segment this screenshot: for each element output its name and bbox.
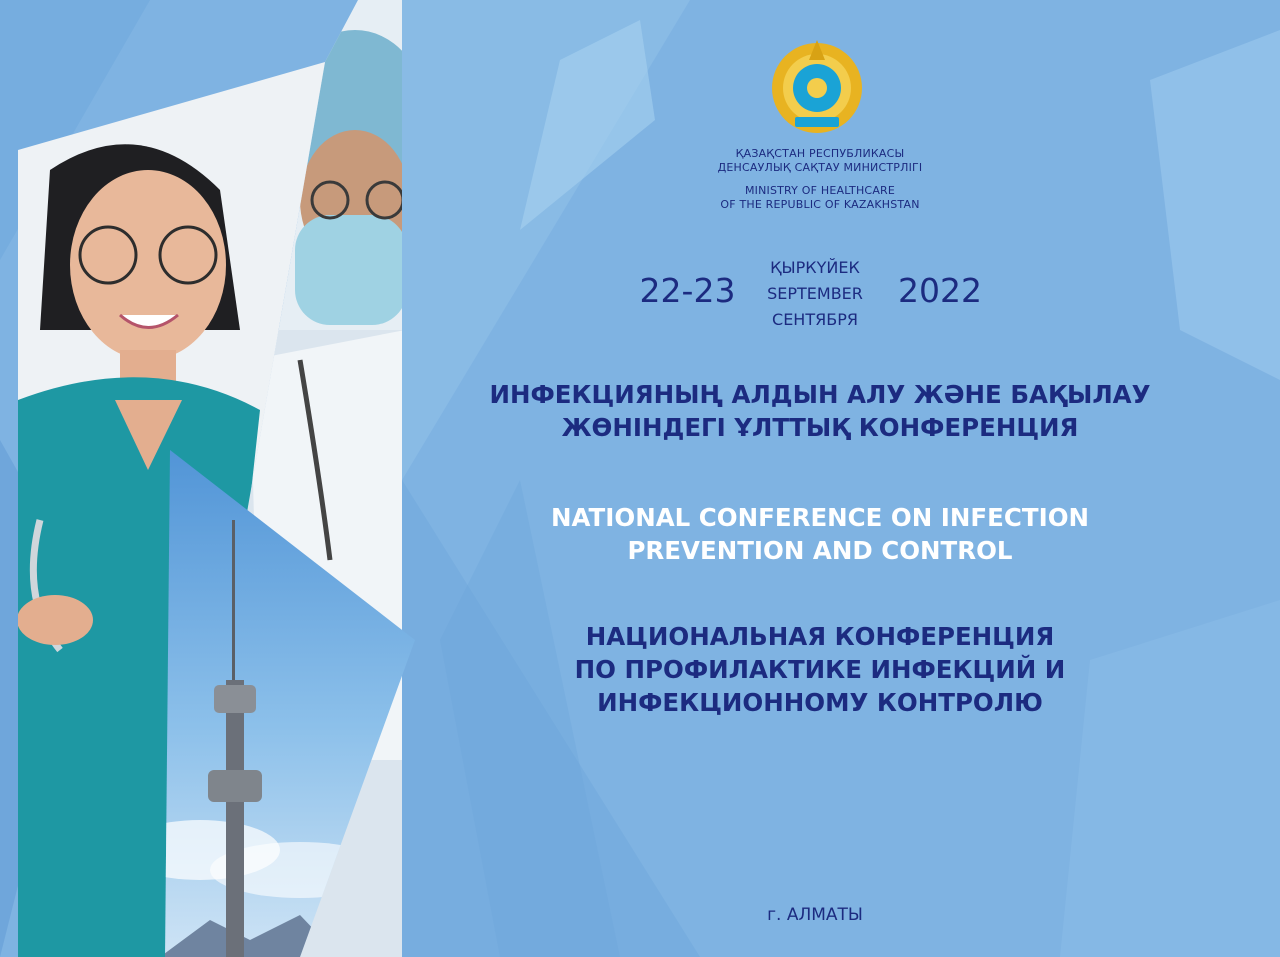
title-en-line2: PREVENTION AND CONTROL (627, 536, 1013, 565)
ministry-name-en-line2: OF THE REPUBLIC OF KAZAKHSTAN (720, 198, 920, 211)
ministry-name-en-line1: MINISTRY OF HEALTHCARE (744, 184, 896, 197)
ministry-name-kk-line2: ДЕНСАУЛЫҚ САҚТАУ МИНИСТРЛІГІ (717, 161, 923, 174)
title-kk-line2: ЖӨНІНДЕГІ ҰЛТТЫҚ КОНФЕРЕНЦИЯ (561, 413, 1079, 442)
title-ru-line3: ИНФЕКЦИОННОМУ КОНТРОЛЮ (597, 688, 1043, 717)
ministry-name-kk-line1: ҚАЗАҚСТАН РЕСПУБЛИКАСЫ (735, 147, 905, 160)
title-en-line1: NATIONAL CONFERENCE ON INFECTION (550, 503, 1090, 532)
title-ru-line2: ПО ПРОФИЛАКТИКЕ ИНФЕКЦИЙ И (574, 655, 1066, 684)
event-location: г. АЛМАТЫ (767, 905, 863, 925)
title-ru-line1: НАЦИОНАЛЬНАЯ КОНФЕРЕНЦИЯ (585, 622, 1055, 651)
kazakhstan-emblem (772, 40, 862, 133)
event-month-en: SEPTEMBER (767, 284, 863, 303)
event-month-ru: СЕНТЯБРЯ (772, 310, 858, 329)
event-month-kk: ҚЫРКҮЙЕК (770, 258, 860, 277)
title-kk-line1: ИНФЕКЦИЯНЫҢ АЛДЫН АЛУ ЖӘНЕ БАҚЫЛАУ (489, 380, 1151, 409)
event-days: 22-23 (639, 271, 736, 310)
event-year: 2022 (898, 271, 982, 310)
